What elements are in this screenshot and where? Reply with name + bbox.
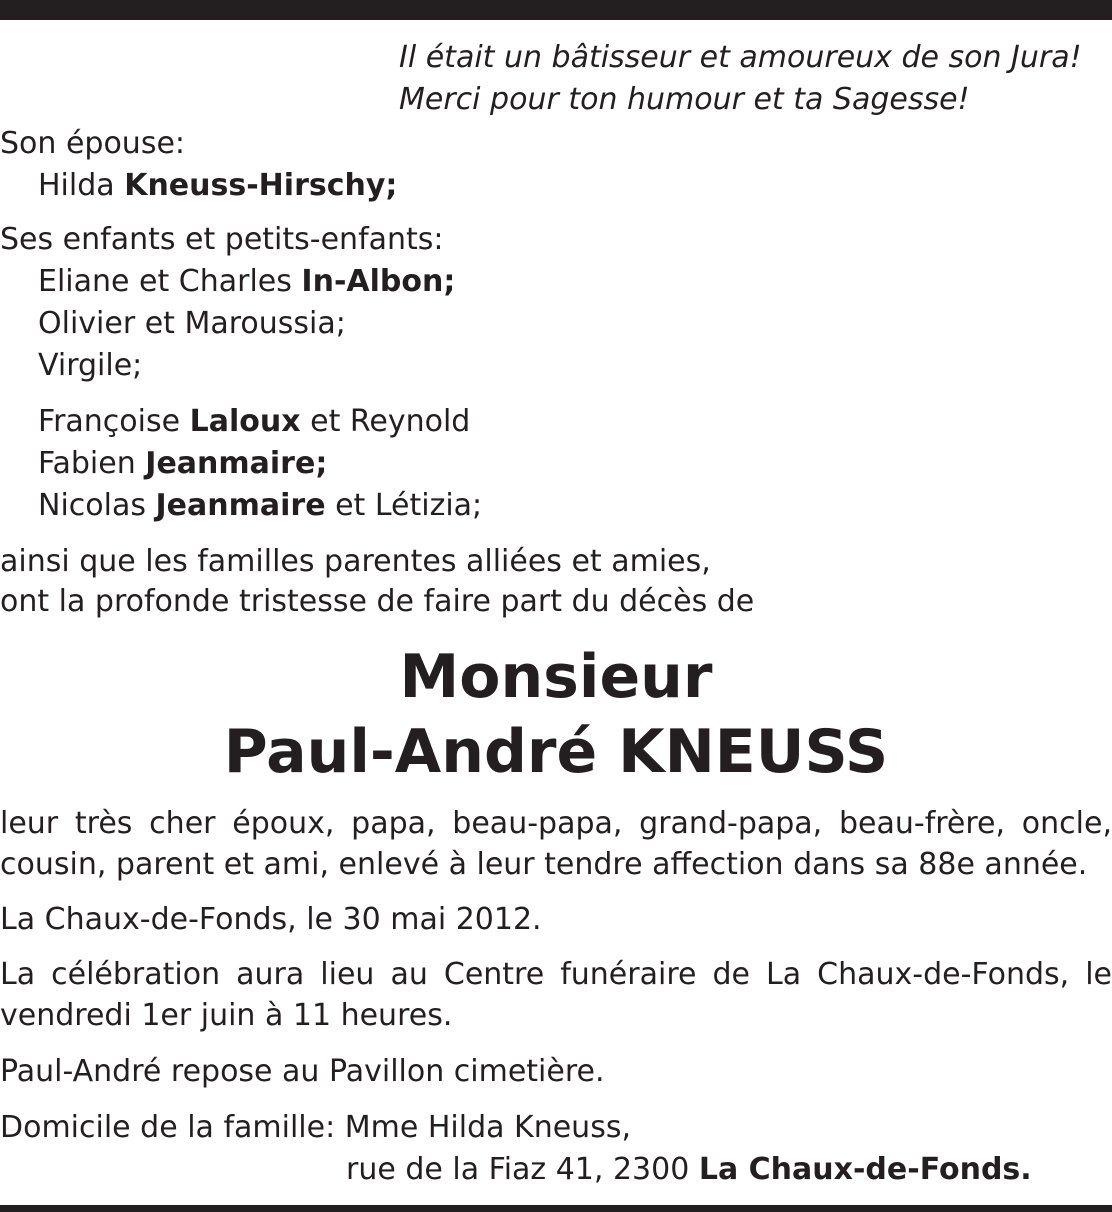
spouse-heading-text: Son épouse: (0, 126, 186, 161)
spouse-heading (0, 124, 185, 164)
announcement-text-2: ont la profonde tristesse de faire part du décès de (0, 584, 755, 619)
children-heading (0, 220, 444, 260)
ceremony-line-2 (0, 996, 452, 1036)
family2-first: Françoise (38, 404, 190, 439)
bottom-rule (0, 1205, 1112, 1212)
rest-place-text: Paul-André repose au Pavillon cimetière. (0, 1054, 605, 1089)
children-heading-text: Ses enfants et petits-enfants: (0, 222, 444, 257)
domicile-label: Domicile de la famille: (0, 1110, 345, 1145)
family2-kid-1-last: Jeanmaire; (145, 446, 328, 481)
place-date-text: La Chaux-de-Fonds, le 30 mai 2012. (0, 902, 542, 937)
domicile-name: Mme Hilda Kneuss, (344, 1110, 631, 1145)
epigraph-text-1: Il était un bâtisseur et amoureux de son Jura! (399, 40, 1082, 75)
announcement-line-1 (0, 542, 711, 582)
family2-parents (38, 402, 470, 442)
family1-last: In-Albon; (301, 264, 456, 299)
spouse-name (38, 166, 397, 206)
epigraph-line-2 (399, 80, 970, 120)
family2-kid-2-first: Nicolas (38, 488, 156, 523)
family2-last: Laloux (189, 404, 301, 439)
epigraph-line-1 (399, 38, 1082, 78)
tribute-line-2 (0, 845, 1087, 885)
deceased-name (0, 718, 1112, 786)
ceremony-line-1: La célébration aura lieu au Centre funéraire de La Chaux-de-Fonds, le (0, 957, 1112, 992)
family2-kid-1-first: Fabien (38, 446, 146, 481)
family1-first: Eliane et Charles (38, 264, 302, 299)
family2-rest: et Reynold (300, 404, 471, 439)
spouse-last-name: Kneuss-Hirschy; (124, 168, 398, 203)
deceased-name-text: Paul-André KNEUSS (223, 717, 889, 787)
domicile-street: rue de la Fiaz 41, 2300 (346, 1152, 699, 1187)
family2-kid-1 (38, 444, 327, 484)
domicile-line-1 (0, 1108, 631, 1148)
tribute-line-1: leur très cher époux, papa, beau-papa, grand-papa, beau-frère, oncle, (0, 806, 1112, 841)
place-date (0, 900, 542, 940)
ceremony-text-2: vendredi 1er juin à 11 heures. (0, 998, 453, 1033)
rest-place (0, 1052, 605, 1092)
family1-kid-1-text: Olivier et Maroussia; (38, 306, 346, 341)
family2-kid-2 (38, 486, 482, 526)
spouse-first-name: Hilda (38, 168, 125, 203)
epigraph-text-2: Merci pour ton humour et ta Sagesse! (399, 82, 970, 117)
family1-kid-2 (38, 346, 142, 386)
family2-kid-2-last: Jeanmaire (155, 488, 326, 523)
top-rule (0, 0, 1112, 20)
family1-parents (38, 262, 455, 302)
domicile-city: La Chaux-de-Fonds. (698, 1152, 1032, 1187)
family1-kid-1 (38, 304, 346, 344)
announcement-line-2 (0, 582, 754, 622)
family1-kid-2-text: Virgile; (38, 348, 143, 383)
deceased-title-text: Monsieur (399, 642, 713, 712)
family2-kid-2-rest: et Létizia; (325, 488, 483, 523)
announcement-text-1: ainsi que les familles parentes alliées et amies, (0, 544, 711, 579)
tribute-text-2: cousin, parent et ami, enlevé à leur tendre affection dans sa 88e année. (0, 847, 1088, 882)
domicile-line-2 (346, 1150, 1032, 1190)
deceased-title (0, 643, 1112, 711)
